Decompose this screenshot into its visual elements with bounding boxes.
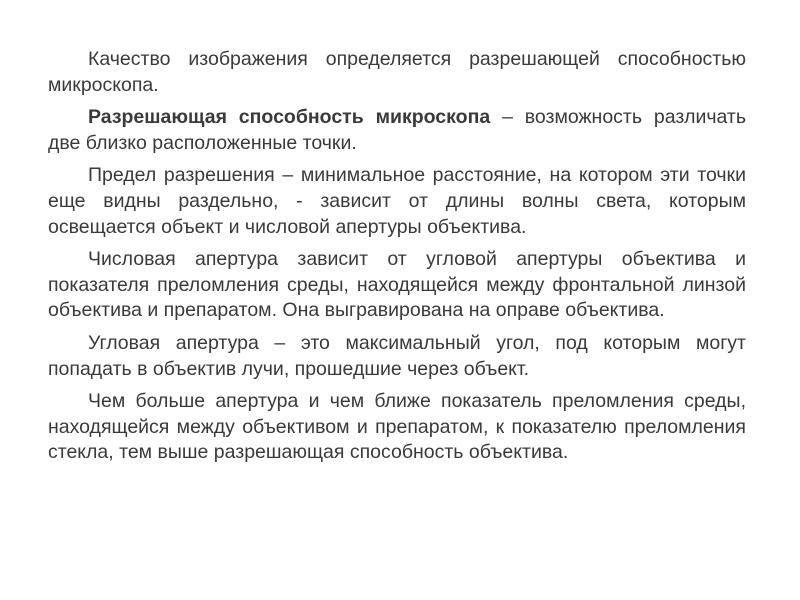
paragraph-numerical-aperture xyxy=(48,247,746,324)
term-resolving-power: Разрешающая способность микроскопа xyxy=(88,106,491,129)
paragraph-resolution-limit xyxy=(48,163,746,240)
paragraph-text: Предел разрешения – минимальное расстояние, на котором эти точки еще видны раздельно, - зависит от длины волны света, которым освещается объект и числовой апертуры объектива. xyxy=(48,164,746,238)
paragraph-text: Угловая апертура – это максимальный угол, под которым могут попадать в объектив лучи, прошедшие через объект. xyxy=(48,331,746,380)
paragraph-resolving-power xyxy=(48,105,746,156)
paragraph-angular-aperture xyxy=(48,331,746,382)
text-body xyxy=(48,47,746,473)
paragraph-text: – возможность различать две близко расположенные точки. xyxy=(48,106,747,154)
paragraph-image-quality xyxy=(48,47,746,98)
paragraph-text: Числовая апертура зависит от угловой апертуры объектива и показателя преломления среды, находящейся между фронтальной линзой объектива и препаратом. Она выгравирована на оправе объектива. xyxy=(48,248,746,322)
paragraph-text: Качество изображения определяется разрешающей способностью микроскопа. xyxy=(48,48,746,96)
paragraph-conclusion xyxy=(48,389,746,466)
paragraph-text: Чем больше апертура и чем ближе показатель преломления среды, находящейся между объективом и препаратом, к показателю преломления стекла, тем выше разрешающая способность объектива. xyxy=(48,390,746,464)
